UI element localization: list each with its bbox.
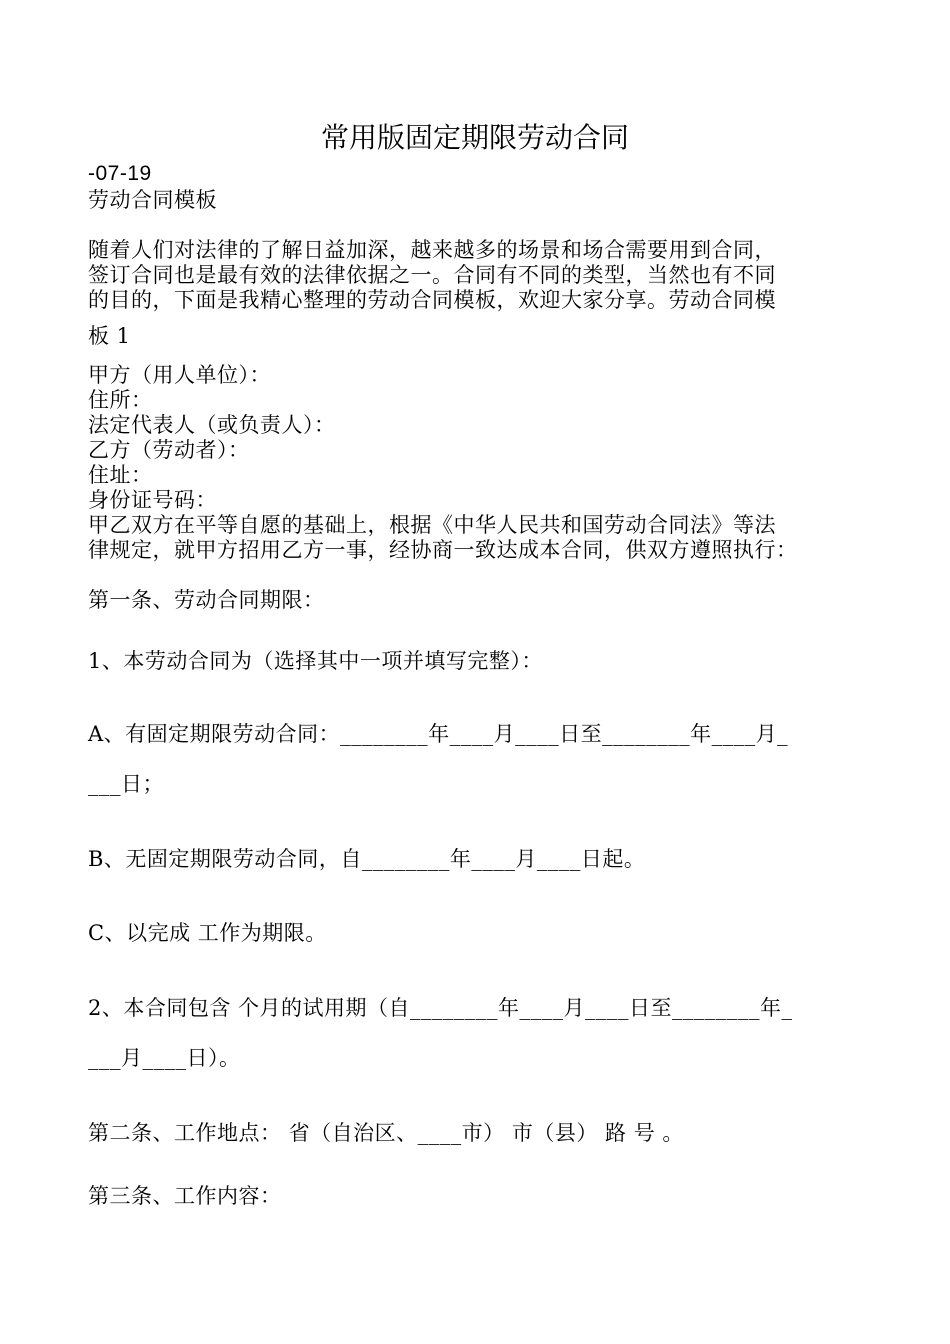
option-a-line-1: A、有固定期限劳动合同：________年____月____日至________年____月_ xyxy=(88,722,789,746)
party-a-field: 甲方（用人单位）： xyxy=(88,363,271,387)
preamble-line-1: 甲乙双方在平等自愿的基础上，根据《中华人民共和国劳动合同法》等法 xyxy=(88,513,776,537)
option-b: B、无固定期限劳动合同，自________年____月____日起。 xyxy=(88,847,646,871)
article-1-heading: 第一条、劳动合同期限： xyxy=(88,588,325,612)
intro-line-1: 随着人们对法律的了解日益加深，越来越多的场景和场合需要用到合同， xyxy=(88,238,776,262)
clause-2-line-2: ___月____日）。 xyxy=(88,1046,241,1070)
clause-2-line-1: 2、本合同包含 个月的试用期（自________年____月____日至________年_ xyxy=(88,996,793,1020)
article-2: 第二条、工作地点： 省（自治区、____市） 市（县） 路 号 。 xyxy=(88,1121,684,1145)
option-a-line-2: ___日； xyxy=(88,772,164,796)
document-date: -07-19 xyxy=(88,162,152,185)
preamble-line-2: 律规定，就甲方招用乙方一事，经协商一致达成本合同，供双方遵照执行： xyxy=(88,538,798,562)
document-title: 常用版固定期限劳动合同 xyxy=(320,121,629,154)
option-c: C、以完成 工作为期限。 xyxy=(88,921,327,945)
party-a-address-field: 住所： xyxy=(88,388,153,412)
intro-line-2: 签订合同也是最有效的法律依据之一。合同有不同的类型，当然也有不同 xyxy=(88,263,776,287)
party-b-field: 乙方（劳动者）： xyxy=(88,438,250,462)
intro-line-3: 的目的，下面是我精心整理的劳动合同模板，欢迎大家分享。劳动合同模 xyxy=(88,288,776,312)
legal-representative-field: 法定代表人（或负责人）： xyxy=(88,413,336,437)
article-3-heading: 第三条、工作内容： xyxy=(88,1184,282,1208)
party-b-address-field: 住址： xyxy=(88,463,153,487)
intro-line-4: 板 1 xyxy=(88,324,131,348)
id-number-field: 身份证号码： xyxy=(88,488,217,512)
document-category: 劳动合同模板 xyxy=(88,188,217,212)
clause-1: 1、本劳动合同为（选择其中一项并填写完整）： xyxy=(88,649,543,673)
